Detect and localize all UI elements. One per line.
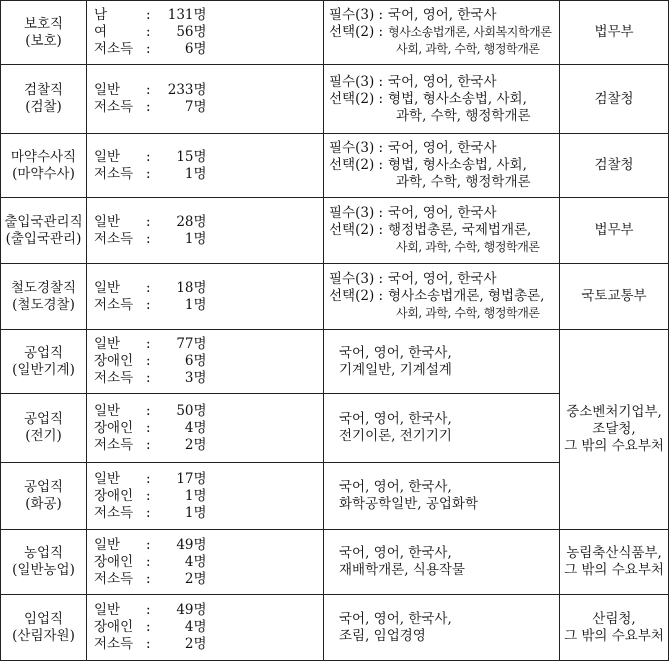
subject-line: 재배학개론, 식용작물 (339, 562, 465, 578)
count-value: 49명 (176, 536, 207, 553)
job-title-line: 공업직 (23, 344, 64, 361)
agency-line: 그 밖의 수요부처 (564, 627, 664, 644)
job-title-line: (출입국관리) (5, 230, 82, 247)
exam-subjects-cell (324, 394, 560, 463)
count-category: 저소득 (94, 570, 134, 587)
exam-subjects-cell (324, 264, 560, 330)
required-label: 필수(3) : (329, 271, 384, 287)
count-value: 1명 (184, 165, 207, 182)
table-row (1, 530, 669, 595)
count-value: 15명 (176, 148, 207, 165)
count-line (94, 537, 323, 554)
count-value: 1명 (184, 487, 207, 504)
count-line (94, 636, 323, 653)
elective-list-continued: 과학, 수학, 행정학개론 (396, 107, 531, 124)
count-value: 1명 (184, 230, 207, 247)
elective-subjects (329, 288, 559, 305)
job-title-line: (산림자원) (12, 627, 75, 644)
count-line (94, 602, 323, 619)
required-subjects (329, 7, 559, 24)
count-line (94, 7, 323, 24)
count-category: 일반 (94, 148, 121, 165)
count-colon: : (146, 7, 151, 23)
job-title-cell (1, 595, 87, 661)
subject-line: 국어, 영어, 한국사, (339, 479, 452, 495)
recruit-count-cell (87, 264, 324, 330)
count-line (94, 554, 323, 571)
table-row (1, 264, 669, 330)
elective-label: 선택(2) : (329, 90, 384, 107)
count-colon: : (146, 402, 151, 419)
count-value: 28명 (176, 213, 207, 230)
subject-line: 기계일반, 기계설계 (339, 361, 452, 378)
job-title-cell (1, 134, 87, 198)
count-value: 6명 (184, 41, 207, 57)
elective-label: 선택(2) : (329, 157, 384, 173)
agency-cell (560, 530, 669, 595)
elective-list-continued: 과학, 수학, 행정학개론 (396, 174, 531, 190)
count-colon: : (146, 230, 151, 247)
count-line (94, 619, 323, 636)
count-value: 7명 (184, 99, 207, 115)
count-line (94, 353, 323, 370)
job-title-cell (1, 264, 87, 330)
elective-label: 선택(2) : (329, 288, 384, 304)
count-colon: : (146, 148, 151, 165)
elective-list: 형법, 형사소송법, 사회, (388, 90, 527, 107)
required-list: 국어, 영어, 한국사 (388, 7, 497, 23)
count-value: 1명 (184, 296, 207, 313)
recruit-count-cell (87, 198, 324, 264)
count-colon: : (146, 536, 151, 553)
table-row (1, 198, 669, 264)
job-title-line: (보호) (25, 32, 62, 49)
count-value: 49명 (176, 602, 207, 618)
count-line (94, 297, 323, 314)
table-row (1, 595, 669, 661)
job-title-line: (화공) (25, 496, 62, 512)
subject-line: 전기이론, 전기기기 (339, 428, 452, 444)
count-value: 2명 (184, 636, 207, 652)
elective-label: 선택(2) : (329, 24, 384, 40)
elective-list-continued: 사회, 과학, 수학, 행정학개론 (396, 240, 540, 254)
count-line (94, 82, 323, 99)
elective-list: 형사소송법개론, 사회복지학개론 (388, 25, 552, 39)
agency-line: 그 밖의 수요부처 (564, 438, 664, 454)
exam-subjects-cell (324, 530, 560, 595)
count-value: 3명 (184, 370, 207, 386)
recruit-count-cell (87, 134, 324, 198)
elective-subjects (329, 91, 559, 108)
count-category: 저소득 (94, 296, 134, 313)
count-category: 저소득 (94, 41, 134, 57)
count-colon: : (146, 419, 151, 436)
count-colon: : (146, 165, 151, 182)
job-title-line: 출입국관리직 (4, 213, 83, 230)
count-colon: : (146, 353, 151, 369)
count-category: 저소득 (94, 636, 134, 652)
agency-line: 국토교통부 (581, 288, 647, 304)
job-title-line: 검찰직 (23, 82, 64, 98)
count-line (94, 437, 323, 454)
agency-line: 산림청, (592, 610, 636, 627)
count-category: 저소득 (94, 230, 134, 247)
count-category: 남 (94, 7, 108, 23)
count-colon: : (146, 504, 151, 521)
count-category: 일반 (94, 602, 121, 618)
count-value: 4명 (184, 419, 207, 436)
job-title-line: (마약수사) (12, 165, 75, 182)
required-label: 필수(3) : (329, 7, 384, 23)
subject-line: 국어, 영어, 한국사, (339, 545, 452, 561)
job-title-line: (철도경찰) (12, 296, 75, 313)
count-colon: : (146, 487, 151, 504)
count-category: 여 (94, 24, 108, 40)
count-colon: : (146, 24, 151, 40)
subject-line: 국어, 영어, 한국사, (339, 344, 452, 361)
elective-list-continued: 사회, 과학, 수학, 행정학개론 (396, 306, 540, 320)
agency-cell (560, 198, 669, 264)
exam-subjects-cell (324, 198, 560, 264)
recruit-count-cell (87, 595, 324, 661)
count-category: 일반 (94, 279, 121, 296)
job-title-cell (1, 530, 87, 595)
count-colon: : (146, 602, 151, 618)
count-colon: : (146, 279, 151, 296)
recruit-count-cell (87, 394, 324, 463)
count-value: 50명 (176, 402, 207, 419)
agency-cell (560, 330, 669, 530)
table-row (1, 330, 669, 394)
count-colon: : (146, 41, 151, 57)
job-title-line: 마약수사직 (10, 148, 77, 165)
job-title-line: (일반기계) (12, 361, 75, 378)
exam-subjects-cell (324, 134, 560, 198)
recruit-count-cell (87, 530, 324, 595)
table-row (1, 65, 669, 134)
count-line (94, 149, 323, 166)
agency-line: 중소벤처기업부, (566, 404, 662, 420)
recruit-count-cell (87, 1, 324, 65)
job-title-line: 공업직 (23, 479, 64, 495)
agency-cell (560, 264, 669, 330)
count-line (94, 280, 323, 297)
required-subjects (329, 74, 559, 91)
subject-line: 화학공학일반, 공업화학 (339, 496, 478, 512)
count-value: 77명 (176, 336, 207, 352)
count-line (94, 571, 323, 588)
count-line (94, 166, 323, 183)
job-title-line: (일반농업) (12, 562, 75, 578)
count-category: 일반 (94, 336, 121, 352)
count-line (94, 471, 323, 488)
count-colon: : (146, 553, 151, 570)
elective-label: 선택(2) : (329, 222, 384, 238)
count-line (94, 488, 323, 505)
count-category: 일반 (94, 470, 121, 487)
agency-cell (560, 1, 669, 65)
elective-list: 형사소송법개론, 형법총론, (388, 288, 545, 304)
agency-line: 검찰청 (594, 157, 634, 173)
table-row (1, 134, 669, 198)
count-category: 저소득 (94, 436, 134, 453)
count-value: 233명 (167, 82, 207, 98)
count-line (94, 231, 323, 248)
job-title-cell (1, 1, 87, 65)
count-category: 저소득 (94, 99, 134, 115)
required-label: 필수(3) : (329, 205, 384, 221)
required-subjects (329, 140, 559, 157)
count-category: 장애인 (94, 619, 134, 635)
job-title-line: 임업직 (23, 610, 64, 627)
count-colon: : (146, 336, 151, 352)
count-value: 131명 (167, 7, 207, 23)
elective-subjects (329, 222, 559, 239)
count-line (94, 24, 323, 41)
count-value: 1명 (184, 504, 207, 521)
count-line (94, 41, 323, 58)
agency-cell (560, 595, 669, 661)
count-category: 일반 (94, 536, 121, 553)
job-title-cell (1, 394, 87, 463)
count-colon: : (146, 619, 151, 635)
subject-line: 국어, 영어, 한국사, (339, 411, 452, 427)
elective-list: 행정법총론, 국제법개론, (388, 222, 532, 238)
count-colon: : (146, 470, 151, 487)
exam-subjects-cell (324, 463, 560, 530)
exam-subjects-cell (324, 595, 560, 661)
count-line (94, 505, 323, 522)
count-value: 2명 (184, 436, 207, 453)
elective-subjects (329, 24, 559, 41)
count-line (94, 403, 323, 420)
count-value: 4명 (184, 619, 207, 635)
required-subjects (329, 205, 559, 222)
count-colon: : (146, 636, 151, 652)
count-category: 일반 (94, 82, 121, 98)
elective-subjects (329, 157, 559, 174)
required-subjects (329, 271, 559, 288)
count-line (94, 99, 323, 116)
recruit-count-cell (87, 330, 324, 394)
count-colon: : (146, 436, 151, 453)
count-colon: : (146, 213, 151, 230)
agency-line: 법무부 (594, 24, 634, 40)
count-colon: : (146, 296, 151, 313)
job-title-line: 철도경찰직 (10, 279, 77, 296)
count-category: 장애인 (94, 487, 134, 504)
recruit-count-cell (87, 463, 324, 530)
job-title-cell (1, 463, 87, 530)
count-category: 저소득 (94, 370, 134, 386)
required-list: 국어, 영어, 한국사 (388, 73, 497, 90)
agency-line: 그 밖의 수요부처 (564, 562, 664, 578)
subject-line: 조림, 임업경영 (339, 627, 426, 644)
job-title-cell (1, 65, 87, 134)
job-title-cell (1, 330, 87, 394)
job-title-line: 보호직 (23, 15, 64, 32)
count-line (94, 370, 323, 387)
count-colon: : (146, 82, 151, 98)
count-line (94, 420, 323, 437)
exam-subjects-cell (324, 330, 560, 394)
count-category: 저소득 (94, 504, 134, 521)
job-title-line: (전기) (25, 428, 62, 444)
job-title-cell (1, 198, 87, 264)
count-category: 장애인 (94, 553, 134, 570)
exam-subjects-cell (324, 1, 560, 65)
agency-cell (560, 134, 669, 198)
count-category: 일반 (94, 402, 121, 419)
count-value: 17명 (176, 470, 207, 487)
agency-line: 법무부 (594, 222, 634, 238)
required-label: 필수(3) : (329, 140, 384, 156)
job-title-line: 농업직 (23, 545, 64, 561)
subject-line: 국어, 영어, 한국사, (339, 610, 452, 627)
count-category: 장애인 (94, 353, 134, 369)
count-colon: : (146, 570, 151, 587)
elective-list: 형법, 형사소송법, 사회, (388, 157, 527, 173)
count-colon: : (146, 99, 151, 115)
exam-subjects-cell (324, 65, 560, 134)
count-value: 4명 (184, 553, 207, 570)
agency-line: 검찰청 (594, 90, 634, 107)
required-list: 국어, 영어, 한국사 (388, 140, 497, 156)
table-row (1, 1, 669, 65)
count-value: 56명 (176, 24, 207, 40)
count-value: 2명 (184, 570, 207, 587)
count-category: 장애인 (94, 419, 134, 436)
job-title-line: (검찰) (25, 99, 62, 115)
agency-line: 농림축산식품부, (566, 545, 662, 561)
count-colon: : (146, 370, 151, 386)
count-line (94, 214, 323, 231)
agency-line: 조달청, (592, 421, 636, 437)
count-value: 18명 (176, 279, 207, 296)
required-list: 국어, 영어, 한국사 (388, 205, 497, 221)
job-title-line: 공업직 (23, 411, 64, 427)
count-category: 일반 (94, 213, 121, 230)
elective-list-continued: 사회, 과학, 수학, 행정학개론 (396, 42, 540, 56)
required-list: 국어, 영어, 한국사 (388, 271, 497, 287)
agency-cell (560, 65, 669, 134)
count-value: 6명 (184, 353, 207, 369)
required-label: 필수(3) : (329, 73, 384, 90)
count-category: 저소득 (94, 165, 134, 182)
count-line (94, 336, 323, 353)
recruit-count-cell (87, 65, 324, 134)
